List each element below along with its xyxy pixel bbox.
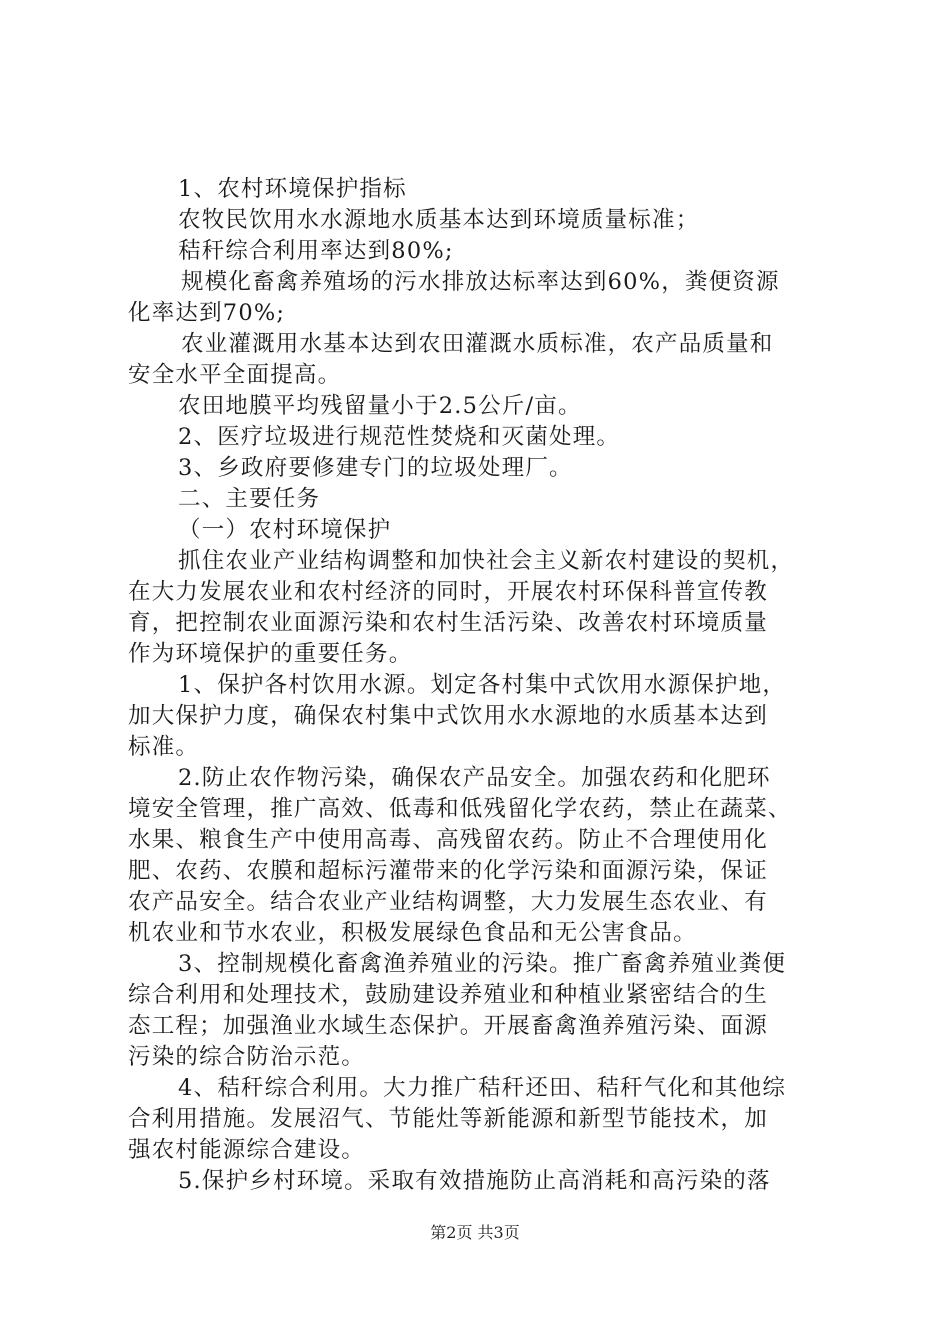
text-line: 秸秆综合利用率达到80%; — [178, 238, 454, 264]
text-line: 加大保护力度，确保农村集中式饮用水水源地的水质基本达到 — [128, 703, 768, 729]
text-line: 农产品安全。结合农业产业结构调整，大力发展生态农业、有 — [128, 889, 768, 915]
document-body — [128, 174, 833, 1197]
text-line: 1、农村环境保护指标 — [178, 176, 407, 202]
text-line: 3、乡政府要修建专门的垃圾处理厂。 — [178, 455, 573, 481]
text-line: 肥、农药、农膜和超标污灌带来的化学污染和面源污染，保证 — [128, 858, 768, 884]
text-line: 农牧民饮用水水源地水质基本达到环境质量标准； — [178, 207, 700, 233]
text-line: 污染的综合防治示范。 — [128, 1044, 366, 1070]
text-line: 4、秸秆综合利用。大力推广秸秆还田、秸秆气化和其他综 — [178, 1075, 787, 1101]
text-line: 标准。 — [128, 734, 200, 760]
text-line: 育，把控制农业面源污染和农村生活污染、改善农村环境质量 — [128, 610, 768, 636]
text-line: 综合利用和处理技术，鼓励建设养殖业和种植业紧密结合的生 — [128, 982, 768, 1008]
text-line: 1、保护各村饮用水源。划定各村集中式饮用水源保护地， — [178, 672, 787, 698]
text-line: 水果、粮食生产中使用高毒、高残留农药。防止不合理使用化 — [128, 827, 768, 853]
text-line: 安全水平全面提高。 — [128, 362, 342, 388]
page-number-footer: 第2页 共3页 — [430, 1223, 520, 1242]
text-line: 农业灌溉用水基本达到农田灌溉水质标准，农产品质量和 — [181, 331, 774, 357]
text-line: 合利用措施。发展沼气、节能灶等新能源和新型节能技术，加 — [128, 1106, 768, 1132]
text-line: 农田地膜平均残留量小于2.5公斤/亩。 — [178, 393, 582, 419]
text-line: 2.防止农作物污染，确保农产品安全。加强农药和化肥环 — [178, 765, 771, 791]
text-line: 2、医疗垃圾进行规范性焚烧和灭菌处理。 — [178, 424, 621, 450]
text-line: 机农业和节水农业，积极发展绿色食品和无公害食品。 — [128, 920, 697, 946]
text-line: 在大力发展农业和农村经济的同时，开展农村环保科普宣传教 — [128, 579, 768, 605]
text-line: 抓住农业产业结构调整和加快社会主义新农村建设的契机， — [178, 548, 795, 574]
text-line: 作为环境保护的重要任务。 — [128, 641, 413, 667]
section-heading: 二、主要任务 — [178, 486, 321, 512]
text-line: 强农村能源综合建设。 — [128, 1137, 366, 1163]
text-line: 规模化畜禽养殖场的污水排放达标率达到60%，粪便资源 — [181, 269, 780, 295]
text-line: 3、控制规模化畜禽渔养殖业的污染。推广畜禽养殖业粪便 — [178, 951, 787, 977]
text-line: 态工程；加强渔业水域生态保护。开展畜禽渔养殖污染、面源 — [128, 1013, 768, 1039]
text-line: 境安全管理，推广高效、低毒和低残留化学农药，禁止在蔬菜、 — [128, 796, 792, 822]
text-line: 化率达到70%; — [128, 300, 286, 326]
text-line: 5.保护乡村环境。采取有效措施防止高消耗和高污染的落 — [178, 1168, 771, 1194]
subsection-heading: （一）农村环境保护 — [178, 517, 392, 543]
